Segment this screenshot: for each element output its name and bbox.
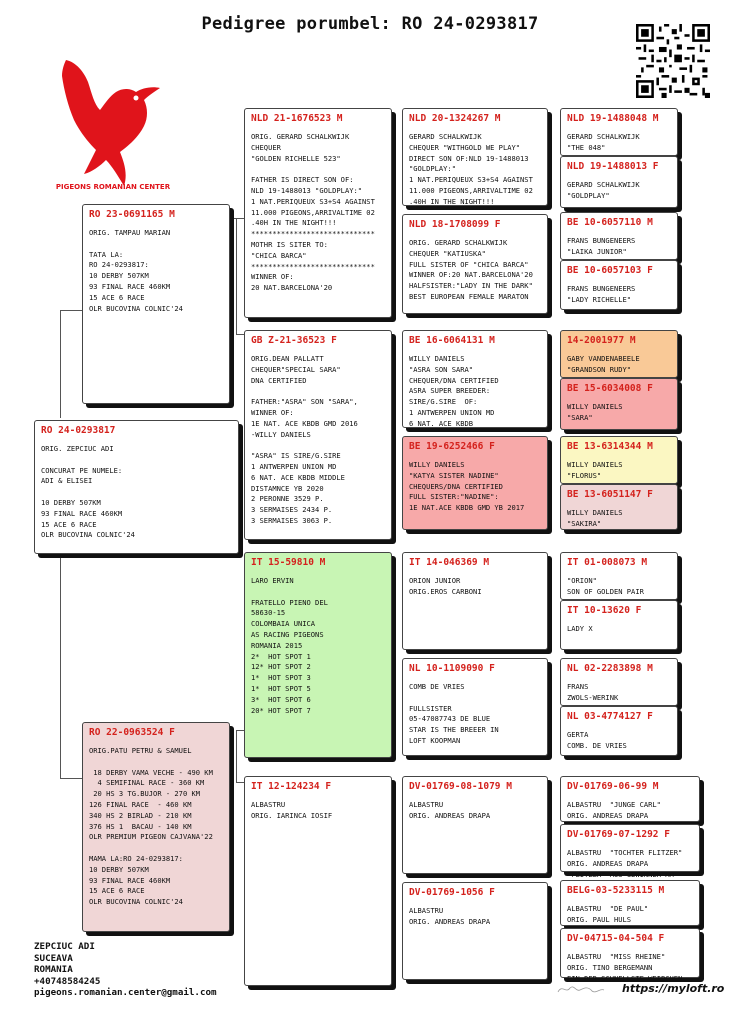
card-text: ORIG.DEAN PALLATT CHEQUER"SPECIAL SARA" DNA CERTIFIED FATHER:"ASRA" SON "SARA", WINNER OF: 1E NAT. ACE KBDB GMD 2016 -WILLY DANIELS "ASRA" IS SIRE/G.SIRE 1 ANTWERPEN UNION MD 6 NAT. ACE KBDB MIDDLE DISTAMNCE YB 2020 2 PERONNE 3529 P. 3 SERMAISES 2434 P. 3 SERMAISES 3063 P.: [251, 354, 358, 525]
connector-line: [236, 782, 244, 783]
ring-number: DV-01769-08-1079 M: [409, 781, 512, 792]
connector-line: [60, 778, 82, 779]
pedigree-card-dam[interactable]: [82, 722, 230, 932]
card-text: WILLY DANIELS "SARA": [567, 402, 623, 422]
page-title: Pedigree porumbel: RO 24-0293817: [201, 14, 539, 34]
connector-line: [236, 218, 237, 334]
ring-number: BE 19-6252466 F: [409, 441, 495, 452]
pedigree-card-g4[interactable]: [560, 484, 678, 530]
pedigree-card-g4[interactable]: [560, 600, 678, 650]
connector-line: [230, 218, 244, 219]
ring-number: GB Z-21-36523 F: [251, 335, 337, 346]
connector-line: [236, 730, 237, 782]
ring-number: IT 14-046369 M: [409, 557, 490, 568]
connector-line: [236, 334, 244, 335]
pedigree-card-g4[interactable]: [560, 260, 678, 310]
ring-number: 14-2001977 M: [567, 335, 636, 346]
card-text: WILLY DANIELS "SAKIRA": [567, 508, 623, 528]
signature-mark: [556, 982, 606, 996]
footer-line: ZEPCIUC ADI: [34, 941, 95, 952]
pedigree-card-g4[interactable]: [560, 552, 678, 600]
card-text: WILLY DANIELS "ASRA SON SARA" CHEQUER/DNA CERTIFIED ASRA SUPER BREEDER: SIRE/G.SIRE OF: 1 ANTWERPEN UNION MD 6 NAT. ACE KBDB: [409, 354, 499, 428]
qr-code: [636, 24, 710, 98]
footer-line: ROMANIA: [34, 964, 73, 976]
card-text: GERARD SCHALKWIJK "THE 048": [567, 132, 640, 152]
card-text: GERARD SCHALKWIJK CHEQUER "WITHGOLD WE PLAY" DIRECT SON OF:NLD 19-1488013 "GOLDPLAY:" 1 NAT.PERIQUEUX S3+S4 AGAINST 11.000 PIGEONS,ARRIVALTIME 02 .40H IN THE NIGHT!!!: [409, 132, 533, 206]
ring-number: BE 16-6064131 M: [409, 335, 495, 346]
card-text: LARO ERVIN FRATELLO PIENO DEL 58630-15 COLOMBAIA UNICA AS RACING PIGEONS ROMANIA 2015 2* HOT SPOT 1 12* HOT SPOT 2 1* HOT SPOT 3 1* HOT SPOT 5 3* HOT SPOT 6 20* HOT SPOT 7: [251, 576, 328, 715]
pedigree-card-g4[interactable]: [560, 880, 700, 926]
card-text: WILLY DANIELS "KATYA SISTER NADINE" CHEQUERS/DNA CERTIFIED FULL SISTER:"NADINE": 1E NAT.ACE KBDB GMD YB 2017: [409, 460, 525, 513]
ring-number: BE 13-6051147 F: [567, 489, 653, 500]
breeder-contact: [34, 941, 217, 999]
pedigree-card-sss[interactable]: [402, 108, 548, 206]
footer-email[interactable]: pigeons.romanian.center@gmail.com: [34, 987, 217, 999]
logo-text: PIGEONS ROMANIAN CENTER: [55, 183, 171, 191]
ring-number: RO 22-0963524 F: [89, 727, 175, 738]
card-text: ALBASTRU ORIG. IARINCA IOSIF: [251, 800, 333, 820]
ring-number: BE 15-6034008 F: [567, 383, 653, 394]
card-text: ALBASTRU "TOCHTER FLITZER" ORIG. ANDREAS DRAPA "FLITZER" AUS GEWINNER AM: [567, 848, 683, 879]
card-text: ALBASTRU "JUNGE CARL" ORIG. ANDREAS DRAPA: [567, 800, 661, 820]
pedigree-card-g4[interactable]: [560, 156, 678, 208]
pedigree-card-sdd[interactable]: [402, 436, 548, 530]
pedigree-card-dss[interactable]: [402, 552, 548, 650]
pedigree-card-sire[interactable]: [82, 204, 230, 404]
ring-number: NLD 19-1488013 F: [567, 161, 659, 172]
pedigree-card-g4[interactable]: [560, 776, 700, 822]
pedigree-card-ddd[interactable]: [402, 882, 548, 980]
card-text: ALBASTRU "DE PAUL" ORIG. PAUL HULS: [567, 904, 649, 924]
footer-line: SUCEAVA: [34, 952, 73, 964]
ring-number: BE 13-6314344 M: [567, 441, 653, 452]
card-text: ALBASTRU ORIG. ANDREAS DRAPA: [409, 800, 491, 820]
pedigree-card-g4[interactable]: [560, 378, 678, 430]
ring-number: IT 15-59810 M: [251, 557, 326, 568]
dove-logo: [44, 48, 184, 198]
ring-number: NLD 21-1676523 M: [251, 113, 343, 124]
ring-number: DV-01769-07-1292 F: [567, 829, 670, 840]
ring-number: BE 10-6057103 F: [567, 265, 653, 276]
card-text: COMB DE VRIES FULLSISTER 05-47087743 DE BLUE STAR IS THE BREEER IN LOFT KOOPMAN: [409, 682, 499, 745]
ring-number: IT 01-008073 M: [567, 557, 648, 568]
pedigree-card-dam-sire[interactable]: [244, 552, 392, 758]
ring-number: NL 10-1109090 F: [409, 663, 495, 674]
ring-number: NLD 20-1324267 M: [409, 113, 501, 124]
ring-number: DV-04715-04-504 F: [567, 933, 665, 944]
connector-line: [60, 310, 61, 418]
ring-number: RO 23-0691165 M: [89, 209, 175, 220]
pedigree-card-ssd[interactable]: [402, 214, 548, 314]
ring-number: NLD 18-1708099 F: [409, 219, 501, 230]
pedigree-card-dam-dam[interactable]: [244, 776, 392, 986]
pedigree-card-g4[interactable]: [560, 928, 700, 983]
website-link[interactable]: https://myloft.ro: [622, 982, 725, 995]
card-text: ORIG.PATU PETRU & SAMUEL 18 DERBY VAMA VECHE - 490 KM 4 SEMIFINAL RACE - 360 KM 20 HS 3 TG.BUJOR - 270 KM 126 FINAL RACE - 460 KM 340 HS 2 BIRLAD - 210 KM 376 HS 1 BACAU - 140 KM OLR PREMIUM PIGEON CAJVANA'22 MAMA LA:RO 24-0293817: 10 DERBY 507KM 93 FINAL RACE 460KM 15 ACE 6 RACE OLR BUCOVINA COLNIC'24: [89, 746, 213, 907]
pedigree-card-g4[interactable]: [560, 212, 678, 260]
ring-number: BELG-03-5233115 M: [567, 885, 665, 896]
card-text: LADY X: [567, 624, 593, 633]
pedigree-card-dsd[interactable]: [402, 658, 548, 756]
card-text: FRANS BUNGENEERS "LADY RICHELLE": [567, 284, 636, 304]
card-text: ORIG. GERARD SCHALKWIJK CHEQUER "GOLDEN RICHELLE 523" FATHER IS DIRECT SON OF: NLD 19-1488013 "GOLDPLAY:" 1 NAT.PERIQUEUX S3+S4 AGAINST 11.000 PIGEONS,ARRIVALTIME 02 .40H IN THE NIGHT!!! ***************************** MOTHR IS SITER TO: "CHICA BARCA" ***************************** WINNER OF: 20 NAT.BARCELONA'20: [251, 132, 375, 293]
footer-line: +40748584245: [34, 975, 101, 987]
card-text: FRANS ZWOLS-WERINK: [567, 682, 619, 702]
pedigree-card-g4[interactable]: [560, 658, 678, 706]
card-text: ORIG. ZEPCIUC ADI CONCURAT PE NUMELE: ADI & ELISEI 10 DERBY 507KM 93 FINAL RACE 460KM 15 ACE 6 RACE OLR BUCOVINA COLNIC'24: [41, 444, 135, 540]
card-text: GERTA COMB. DE VRIES: [567, 730, 627, 750]
card-text: GERARD SCHALKWIJK "GOLDPLAY": [567, 180, 640, 200]
ring-number: BE 10-6057110 M: [567, 217, 653, 228]
pedigree-card-g4[interactable]: [560, 330, 678, 378]
pedigree-card-g4[interactable]: [560, 108, 678, 156]
card-text: ALBASTRU "MISS RHEINE" ORIG. TINO BERGEMANN EIN DER SCHNELLSTE WEIBCHEN: [567, 952, 683, 983]
card-text: WILLY DANIELS "FLORUS": [567, 460, 623, 480]
ring-number: NL 02-2283898 M: [567, 663, 653, 674]
card-text: ALBASTRU ORIG. ANDREAS DRAPA: [409, 906, 491, 926]
card-text: GABY VANDENABEELE "GRANDSON RUDY": [567, 354, 640, 374]
card-text: FRANS BUNGENEERS "LAIKA JUNIOR": [567, 236, 636, 256]
pedigree-card-subject[interactable]: [34, 420, 239, 554]
ring-number: DV-01769-06-99 M: [567, 781, 659, 792]
card-text: ORIG. TAMPAU MARIAN TATA LA: RO 24-0293817: 10 DERBY 507KM 93 FINAL RACE 460KM 15 ACE 6 RACE OLR BUCOVINA COLNIC'24: [89, 228, 183, 313]
connector-line: [60, 552, 61, 778]
connector-line: [60, 310, 82, 311]
pedigree-card-sire-sire[interactable]: [244, 108, 392, 318]
ring-number: IT 12-124234 F: [251, 781, 332, 792]
card-text: "ORION" SON OF GOLDEN PAIR: [567, 576, 644, 596]
pedigree-card-g4[interactable]: [560, 824, 700, 879]
ring-number: DV-01769-1056 F: [409, 887, 495, 898]
pedigree-card-dds[interactable]: [402, 776, 548, 874]
ring-number: NL 03-4774127 F: [567, 711, 653, 722]
card-text: ORIG. GERARD SCHALKWIJK CHEQUER "KATIUSKA" FULL SISTER OF "CHICA BARCA" WINNER OF:20 NAT.BARCELONA'20 HALFSISTER:"LADY IN THE DARK" BEST EUROPEAN FEMALE MARATON: [409, 238, 533, 301]
card-text: ORION JUNIOR ORIG.EROS CARBONI: [409, 576, 482, 596]
connector-line: [236, 730, 244, 731]
pedigree-card-sire-dam[interactable]: [244, 330, 392, 540]
ring-number: RO 24-0293817: [41, 425, 116, 436]
pedigree-card-g4[interactable]: [560, 436, 678, 484]
ring-number: IT 10-13620 F: [567, 605, 642, 616]
pedigree-card-sds[interactable]: [402, 330, 548, 428]
ring-number: NLD 19-1488048 M: [567, 113, 659, 124]
pedigree-card-g4[interactable]: [560, 706, 678, 756]
